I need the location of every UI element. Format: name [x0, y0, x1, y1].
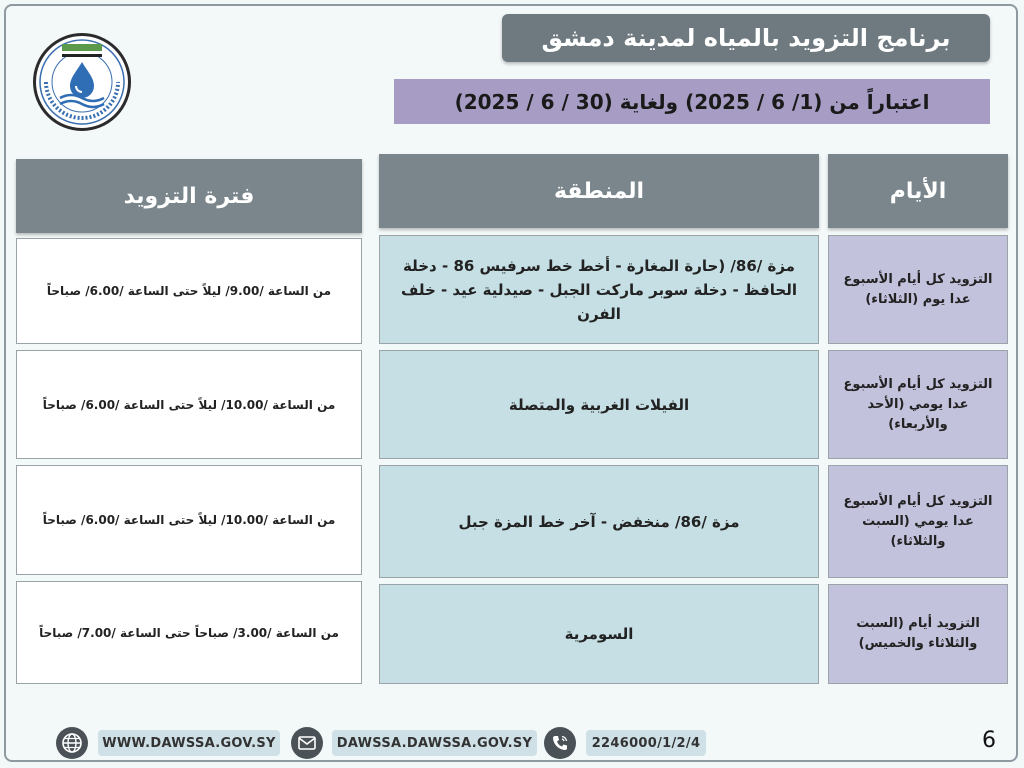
table-row-4-area: السومرية — [379, 584, 819, 684]
page-number: 6 — [982, 728, 996, 753]
table-row-3-period: من الساعة /10.00/ ليلاً حتى الساعة /6.00/ صباحاً — [16, 465, 362, 575]
header-area: المنطقة — [379, 154, 819, 228]
header-days: الأيام — [828, 154, 1008, 228]
globe-icon — [56, 727, 88, 759]
table-row-1-area: مزة /86/ (حارة المغارة - أخط خط سرفيس 86 - دخلة الحافظ - دخلة سوبر ماركت الجبل - صيدلية عيد - خلف الفرن — [379, 235, 819, 344]
envelope-icon — [291, 727, 323, 759]
organization-logo — [33, 33, 131, 131]
table-row-2-period: من الساعة /10.00/ ليلاً حتى الساعة /6.00/ صباحاً — [16, 350, 362, 459]
table-row-4-days: التزويد أيام (السبت والثلاثاء والخميس) — [828, 584, 1008, 684]
website-link[interactable]: WWW.DAWSSA.GOV.SY — [98, 730, 280, 756]
table-row-2-area: الفيلات الغربية والمتصلة — [379, 350, 819, 459]
phone-icon — [544, 727, 576, 759]
table-row-1-days: التزويد كل أيام الأسبوع عدا يوم (الثلاثاء) — [828, 235, 1008, 344]
table-row-3-area: مزة /86/ منخفض - آخر خط المزة جبل — [379, 465, 819, 578]
phone-number[interactable]: 2246000/1/2/4 — [586, 730, 706, 756]
date-range-subtitle: اعتباراً من (1/ 6 / 2025) ولغاية (30 / 6 / 2025) — [394, 79, 990, 124]
table-row-1-period: من الساعة /9.00/ ليلاً حتى الساعة /6.00/ صباحاً — [16, 238, 362, 344]
email-link[interactable]: DAWSSA.DAWSSA.GOV.SY — [332, 730, 537, 756]
table-row-2-days: التزويد كل أيام الأسبوع عدا يومي (الأحد والأربعاء) — [828, 350, 1008, 459]
water-drop-emblem-icon — [36, 36, 128, 128]
table-row-3-days: التزويد كل أيام الأسبوع عدا يومي (السبت والثلاثاء) — [828, 465, 1008, 578]
header-period: فترة التزويد — [16, 159, 362, 233]
page-title: برنامج التزويد بالمياه لمدينة دمشق — [502, 14, 990, 62]
table-row-4-period: من الساعة /3.00/ صباحاً حتى الساعة /7.00/ صباحاً — [16, 581, 362, 684]
